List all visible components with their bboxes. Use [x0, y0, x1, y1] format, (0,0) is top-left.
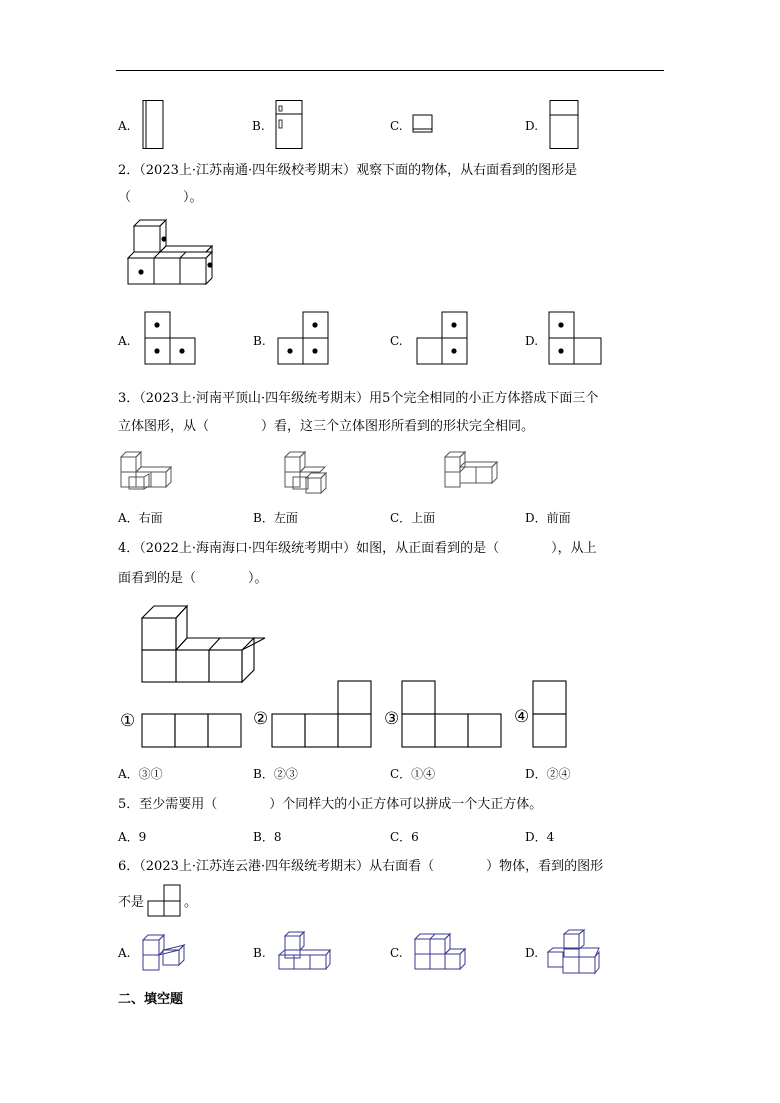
- q6-option-b-label[interactable]: B.: [253, 946, 266, 960]
- q5-option-c[interactable]: C．6: [390, 830, 419, 844]
- q4-option-d[interactable]: D．②④: [525, 767, 571, 781]
- q4-option-b[interactable]: B．②③: [253, 767, 298, 781]
- q4-shape-label-1: ①: [120, 711, 136, 731]
- q6-stem-line2-prefix: 不是: [118, 895, 145, 910]
- q1-option-d-label[interactable]: D.: [525, 119, 539, 133]
- q1-option-b-figure: [274, 100, 304, 150]
- q1-option-d-figure: [548, 100, 580, 150]
- q4-stem-line1: 4．（2022上·海南海口·四年级统考期中）如图，从正面看到的是（ ），从上: [118, 541, 597, 556]
- q2-option-a-figure: [144, 311, 198, 365]
- q3-solid-2: [282, 452, 334, 496]
- q4-shape-label-4: ④: [514, 707, 530, 727]
- q1-option-c-figure: [411, 113, 435, 135]
- q4-shape-4: [532, 680, 568, 749]
- q4-shape-2: [271, 680, 373, 749]
- q4-shape-3: [401, 680, 503, 749]
- q3-option-c[interactable]: C．上面: [390, 511, 436, 525]
- q2-option-c-label[interactable]: C.: [390, 334, 403, 348]
- q3-stem-line2: 立体图形，从（ ）看，这三个立体图形所看到的形状完全相同。: [118, 419, 535, 434]
- q3-solid-3: [442, 452, 502, 492]
- q6-stem-line2-suffix: 。: [184, 895, 198, 910]
- q2-option-c-figure: [416, 311, 470, 365]
- q3-solid-1: [118, 449, 170, 493]
- q1-option-a-figure: [140, 100, 166, 150]
- q6-option-b-figure: [277, 930, 337, 972]
- q4-stem-line2: 面看到的是（ ）。: [118, 571, 268, 586]
- q2-option-d-label[interactable]: D.: [525, 334, 539, 348]
- q2-option-d-figure: [548, 311, 604, 365]
- q4-option-c[interactable]: C．①④: [390, 767, 436, 781]
- q5-option-d[interactable]: D．4: [525, 830, 555, 844]
- q6-option-a-label[interactable]: A.: [118, 946, 131, 960]
- section-2-title: 二、填空题: [118, 992, 184, 1007]
- q3-stem-line1: 3．（2023上·河南平顶山·四年级统考期末）用5个完全相同的小正方体搭成下面三个: [118, 391, 599, 406]
- q6-option-d-figure: [546, 928, 604, 976]
- q4-shape-label-3: ③: [384, 709, 400, 729]
- q3-option-d[interactable]: D．前面: [525, 511, 571, 525]
- q6-stem-shape: [147, 884, 183, 918]
- q6-option-d-label[interactable]: D.: [525, 946, 539, 960]
- q4-shape-label-2: ②: [253, 709, 269, 729]
- q6-option-c-figure: [413, 930, 471, 972]
- q1-option-a-label[interactable]: A.: [118, 119, 131, 133]
- q4-solid-figure: [140, 604, 270, 684]
- q2-stem-line2: （ ）。: [118, 190, 203, 205]
- q2-option-b-label[interactable]: B.: [253, 334, 266, 348]
- q1-option-c-label[interactable]: C.: [390, 119, 403, 133]
- q2-option-a-label[interactable]: A.: [118, 334, 131, 348]
- q4-option-a[interactable]: A．③①: [118, 767, 163, 781]
- q2-stem-line1: 2．（2023上·江苏南通·四年级校考期末）观察下面的物体，从右面看到的图形是: [118, 163, 578, 178]
- q5-option-b[interactable]: B．8: [253, 830, 282, 844]
- q5-stem: 5．至少需要用（ ）个同样大的小正方体可以拼成一个大正方体。: [118, 797, 543, 812]
- q6-option-a-figure: [141, 932, 189, 972]
- q6-stem-line1: 6．（2023上·江苏连云港·四年级统考期末）从右面看（ ）物体，看到的图形: [118, 859, 604, 874]
- q1-option-b-label[interactable]: B.: [252, 119, 265, 133]
- q2-option-b-figure: [277, 311, 331, 365]
- header-rule: [116, 70, 664, 71]
- q5-option-a[interactable]: A．9: [118, 830, 147, 844]
- q2-solid-figure: [124, 220, 220, 290]
- q4-shape-1: [141, 713, 243, 749]
- q6-option-c-label[interactable]: C.: [390, 946, 403, 960]
- q3-option-b[interactable]: B．左面: [253, 511, 298, 525]
- q3-option-a[interactable]: A．右面: [118, 511, 163, 525]
